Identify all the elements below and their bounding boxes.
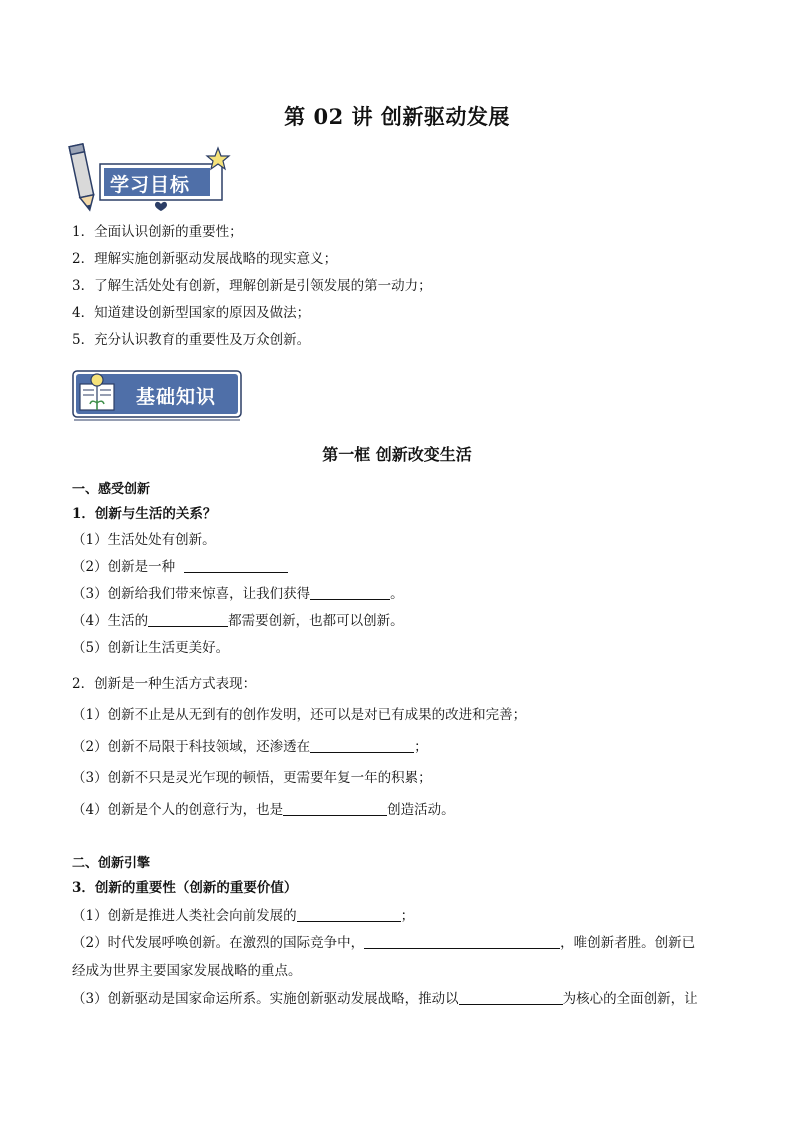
q1-item-3-pre: （3）创新给我们带来惊喜，让我们获得 (72, 586, 311, 602)
q3-item-3-post: 为核心的全面创新，让 (562, 991, 698, 1007)
q1-item-5: （5）创新让生活更美好。 (72, 640, 230, 656)
fill-blank[interactable] (310, 738, 414, 753)
q1-item-4-post: 都需要创新，也都可以创新。 (228, 613, 404, 629)
question-1: 1．创新与生活的关系？ (72, 506, 217, 522)
q1-item-3-post: 。 (390, 586, 404, 602)
q3-item-3-pre: （3）创新驱动是国家命运所系。实施创新驱动发展战略，推动以 (72, 991, 459, 1007)
q2-item-4-post: 创造活动。 (387, 802, 455, 818)
goal-item: 2．理解实施创新驱动发展战略的现实意义； (72, 251, 338, 267)
learning-goals-label: 学习目标 (110, 174, 191, 196)
q2-item-3: （3）创新不只是灵光乍现的顿悟，更需要年复一年的积累； (72, 770, 432, 786)
page-title: 第 02 讲 创新驱动发展 (284, 104, 510, 129)
learning-goals-banner (66, 138, 236, 214)
fill-blank[interactable] (364, 934, 560, 949)
fill-blank[interactable] (459, 990, 563, 1005)
q3-item-1 (72, 907, 414, 925)
fill-blank[interactable] (148, 612, 228, 627)
basic-knowledge-banner (72, 370, 244, 422)
q2-item-2-post: ； (414, 739, 428, 755)
q1-item-2 (72, 558, 288, 576)
q1-item-4-pre: （4）生活的 (72, 613, 149, 629)
goal-item: 3．了解生活处处有创新，理解创新是引领发展的第一动力； (72, 278, 432, 294)
q3-item-2-post: ，唯创新者胜。创新已 (560, 935, 696, 951)
q2-item-2 (72, 738, 428, 756)
question-2: 2．创新是一种生活方式表现： (72, 676, 257, 692)
q3-item-1-pre: （1）创新是推进人类社会向前发展的 (72, 908, 297, 924)
goal-item: 5．充分认识教育的重要性及万众创新。 (72, 332, 311, 348)
question-3: 3．创新的重要性（创新的重要价值） (72, 880, 298, 896)
fill-blank[interactable] (310, 585, 390, 600)
q2-item-2-pre: （2）创新不局限于科技领域，还渗透在 (72, 739, 311, 755)
q3-item-1-post: ； (400, 908, 415, 924)
q2-item-4-pre: （4）创新是个人的创意行为，也是 (72, 802, 284, 818)
q1-item-4 (72, 612, 404, 630)
q3-item-2 (72, 934, 695, 952)
basic-knowledge-label: 基础知识 (136, 386, 217, 408)
q1-item-1: （1）生活处处有创新。 (72, 532, 216, 548)
q2-item-1: （1）创新不止是从无到有的创作发明，还可以是对已有成果的改进和完善； (72, 707, 527, 723)
goal-item: 4．知道建设创新型国家的原因及做法； (72, 305, 311, 321)
goal-item: 1．全面认识创新的重要性； (72, 224, 243, 240)
fill-blank[interactable] (283, 801, 387, 816)
part1-heading: 一、感受创新 (72, 482, 151, 497)
q3-item-2-cont: 经成为世界主要国家发展战略的重点。 (72, 963, 302, 979)
q1-item-3 (72, 585, 404, 603)
q1-item-2-text: （2）创新是一种 (72, 559, 176, 575)
part2-heading: 二、创新引擎 (72, 856, 151, 871)
q2-item-4 (72, 801, 455, 819)
fill-blank[interactable] (184, 558, 288, 573)
section-title: 第一框 创新改变生活 (322, 445, 472, 464)
q3-item-2-pre: （2）时代发展呼唤创新。在激烈的国际竞争中， (72, 935, 365, 951)
q3-item-3 (72, 990, 698, 1008)
fill-blank[interactable] (297, 907, 401, 922)
